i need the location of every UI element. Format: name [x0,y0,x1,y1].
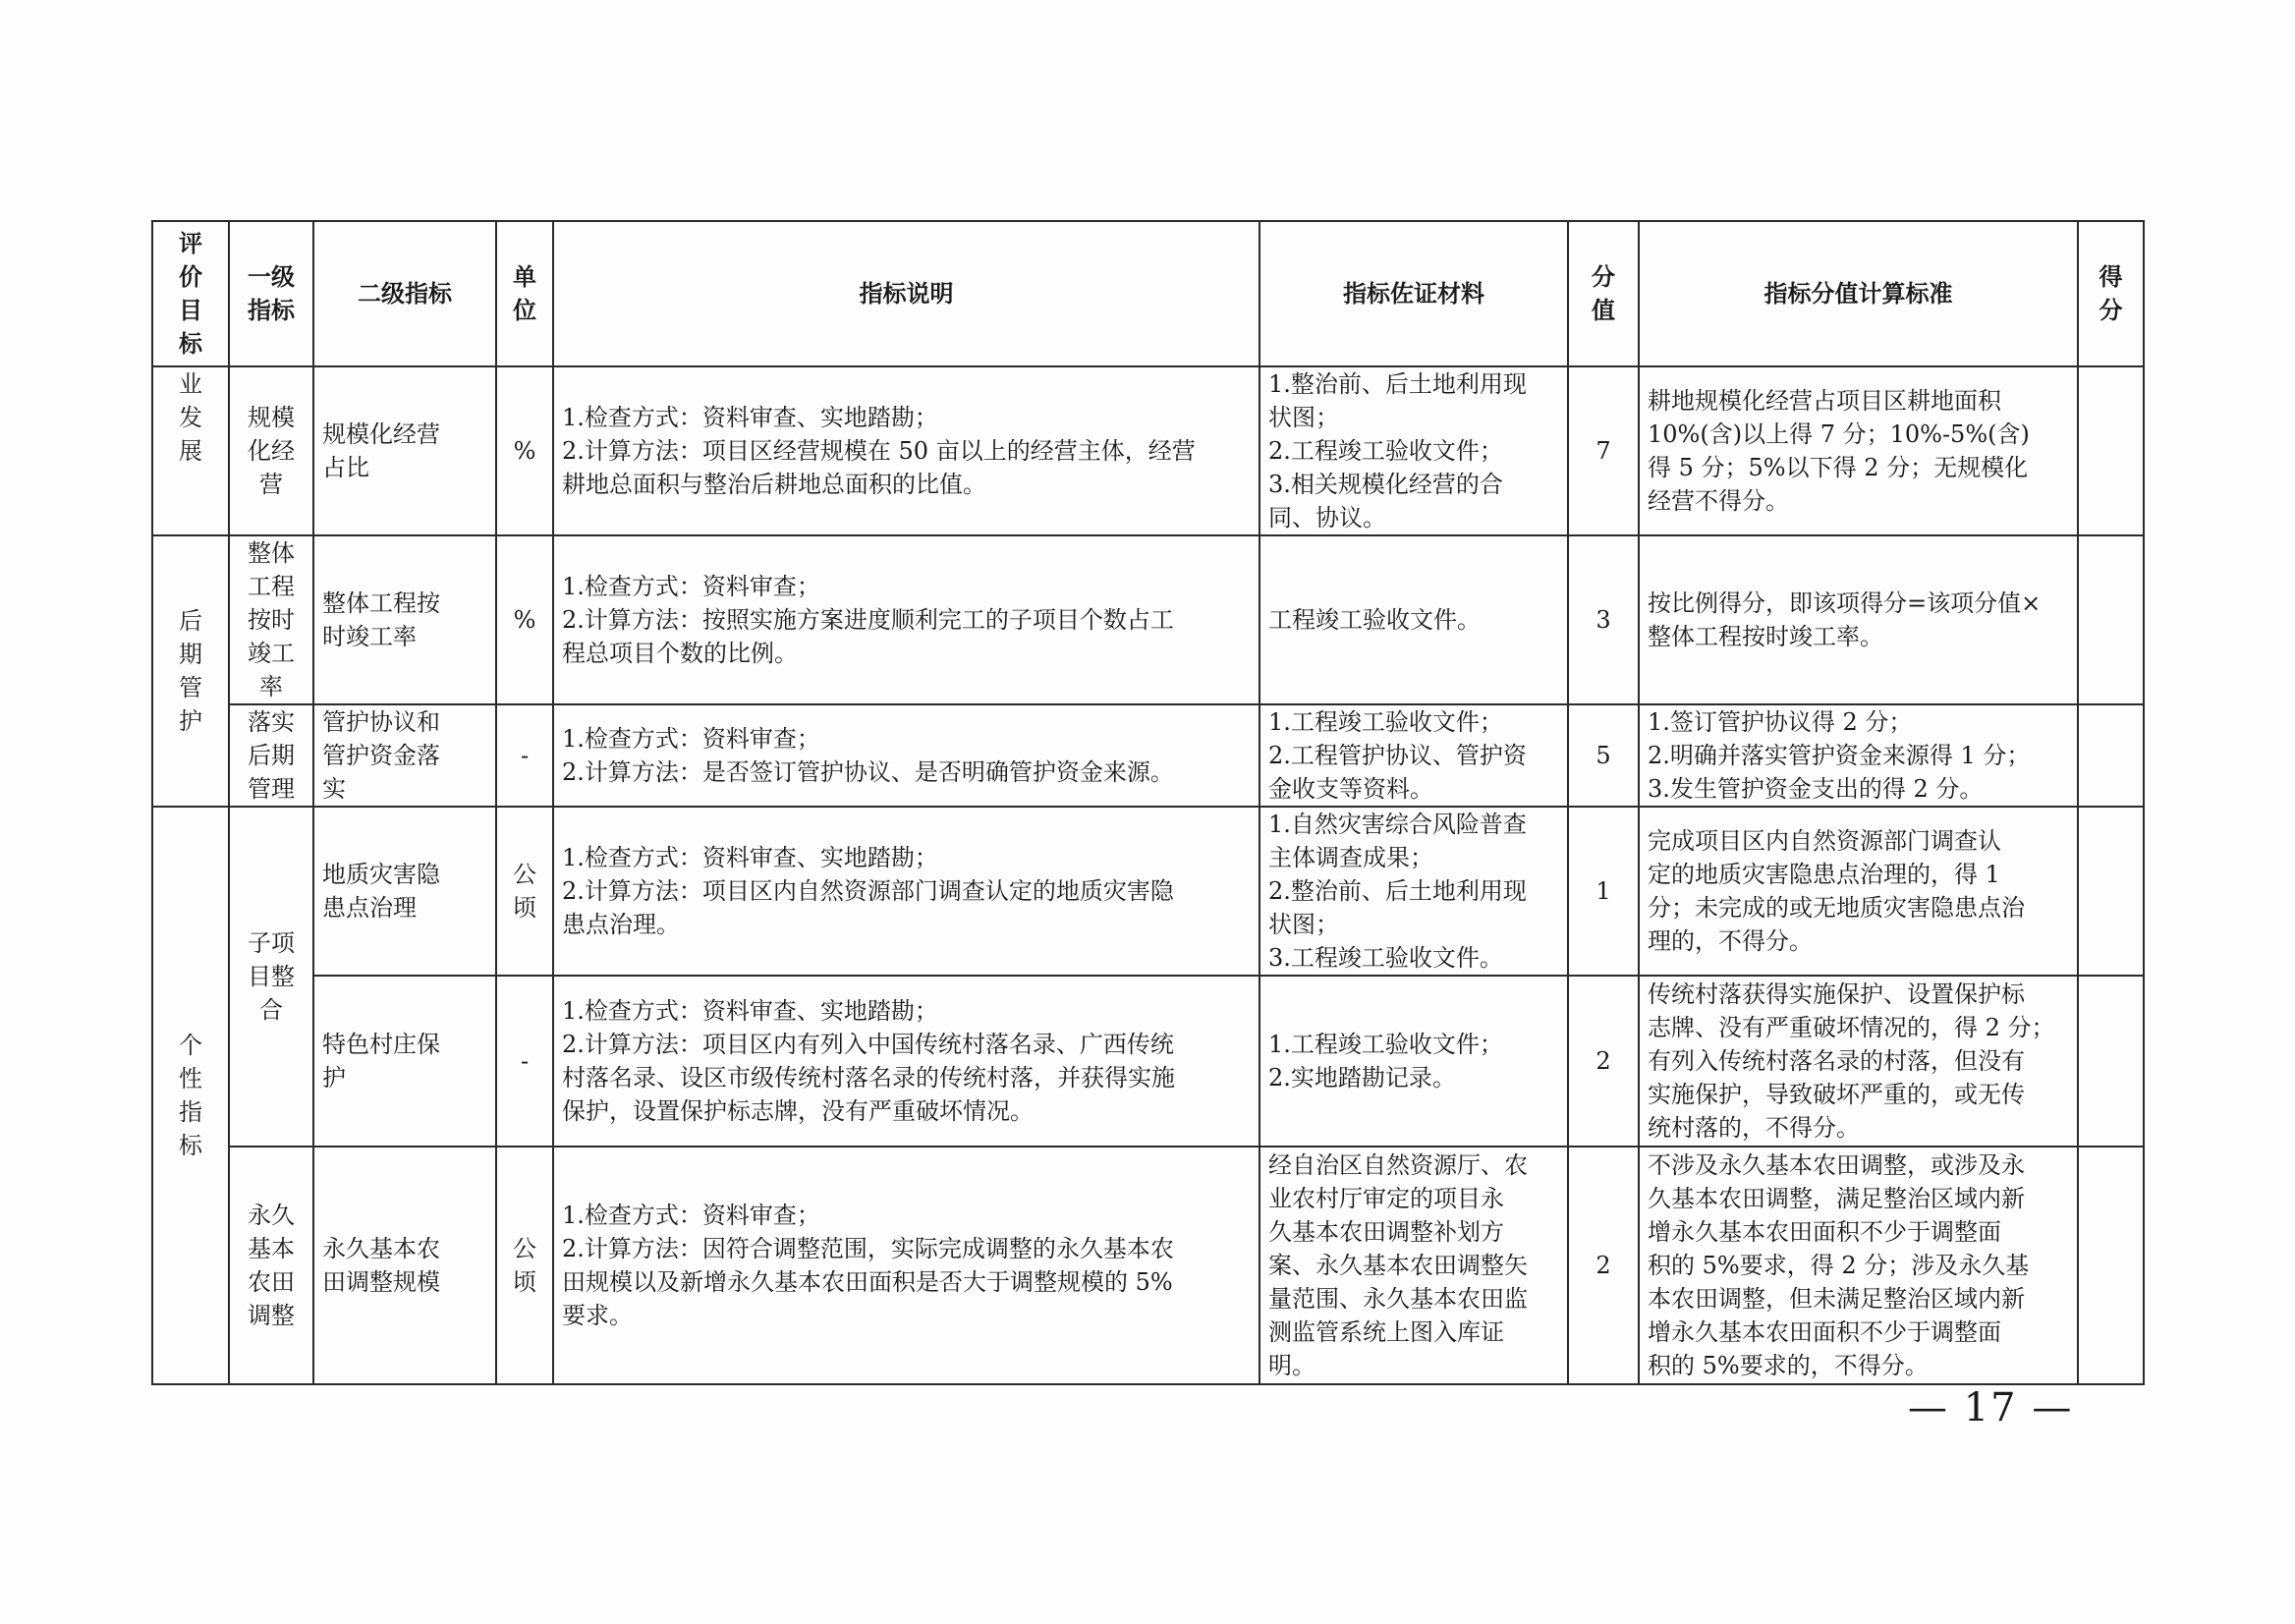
description-cell: 1.检查方式：资料审查、实地踏勘； 2.计算方法：项目区内有列入中国传统村落名录、广西传统 村落名录、设区市级传统村落名录的传统村落，并获得实施 保护，设置保护标志牌，没有严重破坏情况。 [553,976,1259,1147]
level1-cell: 规模 化经 营 [229,366,313,535]
standard-cell: 按比例得分，即该项得分=该项分值× 整体工程按时竣工率。 [1639,535,2078,704]
level1-cell: 落实 后期 管理 [229,704,313,807]
header-evaluation-goal: 评 价 目 标 [152,221,229,366]
evidence-cell: 1.工程竣工验收文件； 2.实地踏勘记录。 [1259,976,1568,1147]
score-cell: 3 [1568,535,1639,704]
header-level1-indicator: 一级 指标 [229,221,313,366]
group-label: 业 发 展 [152,366,229,535]
unit-cell: 公 顷 [496,1147,553,1384]
score-cell: 1 [1568,807,1639,976]
unit-cell: - [496,704,553,807]
level1-cell: 永久 基本 农田 调整 [229,1147,313,1384]
table-row [152,976,2144,1147]
level2-cell: 整体工程按 时竣工率 [313,535,496,704]
score-cell: 2 [1568,1147,1639,1384]
table-row [152,704,2144,807]
level2-cell: 特色村庄保 护 [313,976,496,1147]
header-score-value: 分 值 [1568,221,1639,366]
obtained-score-cell [2078,807,2144,976]
group-label: 个 性 指 标 [152,807,229,1384]
evidence-cell: 1.整治前、后土地利用现 状图； 2.工程竣工验收文件； 3.相关规模化经营的合 同、协议。 [1259,366,1568,535]
page-number: — 17 — [1908,1385,2074,1430]
level2-cell: 规模化经营 占比 [313,366,496,535]
evidence-cell: 1.自然灾害综合风险普查 主体调查成果； 2.整治前、后土地利用现 状图； 3.工程竣工验收文件。 [1259,807,1568,976]
table-row [152,535,2144,704]
level2-cell: 管护协议和 管护资金落 实 [313,704,496,807]
table-header-row [152,221,2144,366]
unit-cell: - [496,976,553,1147]
header-obtained-score: 得 分 [2078,221,2144,366]
score-cell: 7 [1568,366,1639,535]
header-unit: 单 位 [496,221,553,366]
obtained-score-cell [2078,535,2144,704]
description-cell: 1.检查方式：资料审查； 2.计算方法：按照实施方案进度顺利完工的子项目个数占工 程总项目个数的比例。 [553,535,1259,704]
evidence-cell: 经自治区自然资源厅、农 业农村厅审定的项目永 久基本农田调整补划方 案、永久基本农田调整矢 量范围、永久基本农田监 测监管系统上图入库证 明。 [1259,1147,1568,1384]
header-scoring-standard: 指标分值计算标准 [1639,221,2078,366]
description-cell: 1.检查方式：资料审查、实地踏勘； 2.计算方法：项目区经营规模在 50 亩以上的经营主体，经营 耕地总面积与整治后耕地总面积的比值。 [553,366,1259,535]
header-indicator-description: 指标说明 [553,221,1259,366]
description-cell: 1.检查方式：资料审查、实地踏勘； 2.计算方法：项目区内自然资源部门调查认定的地质灾害隐 患点治理。 [553,807,1259,976]
level1-cell: 整体 工程 按时 竣工 率 [229,535,313,704]
group-label: 后 期 管 护 [152,535,229,807]
level2-cell: 永久基本农 田调整规模 [313,1147,496,1384]
level2-cell: 地质灾害隐 患点治理 [313,807,496,976]
standard-cell: 传统村落获得实施保护、设置保护标 志牌、没有严重破坏情况的，得 2 分； 有列入传统村落名录的村落，但没有 实施保护，导致破坏严重的，或无传 统村落的，不得分。 [1639,976,2078,1147]
obtained-score-cell [2078,976,2144,1147]
description-cell: 1.检查方式：资料审查； 2.计算方法：因符合调整范围，实际完成调整的永久基本农 田规模以及新增永久基本农田面积是否大于调整规模的 5% 要求。 [553,1147,1259,1384]
unit-cell: % [496,535,553,704]
header-evidence-materials: 指标佐证材料 [1259,221,1568,366]
description-cell: 1.检查方式：资料审查； 2.计算方法：是否签订管护协议、是否明确管护资金来源。 [553,704,1259,807]
table-row [152,366,2144,535]
evaluation-table [151,220,2145,1385]
score-cell: 2 [1568,976,1639,1147]
evidence-cell: 1.工程竣工验收文件； 2.工程管护协议、管护资 金收支等资料。 [1259,704,1568,807]
level1-cell: 子项 目整 合 [229,807,313,1147]
score-cell: 5 [1568,704,1639,807]
table-row [152,807,2144,976]
standard-cell: 1.签订管护协议得 2 分； 2.明确并落实管护资金来源得 1 分； 3.发生管护资金支出的得 2 分。 [1639,704,2078,807]
obtained-score-cell [2078,704,2144,807]
obtained-score-cell [2078,366,2144,535]
standard-cell: 完成项目区内自然资源部门调查认 定的地质灾害隐患点治理的，得 1 分；未完成的或无地质灾害隐患点治 理的，不得分。 [1639,807,2078,976]
unit-cell: % [496,366,553,535]
unit-cell: 公 顷 [496,807,553,976]
evidence-cell: 工程竣工验收文件。 [1259,535,1568,704]
header-level2-indicator: 二级指标 [313,221,496,366]
obtained-score-cell [2078,1147,2144,1384]
standard-cell: 不涉及永久基本农田调整，或涉及永 久基本农田调整，满足整治区域内新 增永久基本农田面积不少于调整面 积的 5%要求，得 2 分；涉及永久基 本农田调整，但未满足整治区域内新 增永久基本农田面积不少于调整面 积的 5%要求的，不得分。 [1639,1147,2078,1384]
standard-cell: 耕地规模化经营占项目区耕地面积 10%(含)以上得 7 分；10%-5%(含) 得 5 分；5%以下得 2 分；无规模化 经营不得分。 [1639,366,2078,535]
table-row [152,1147,2144,1384]
